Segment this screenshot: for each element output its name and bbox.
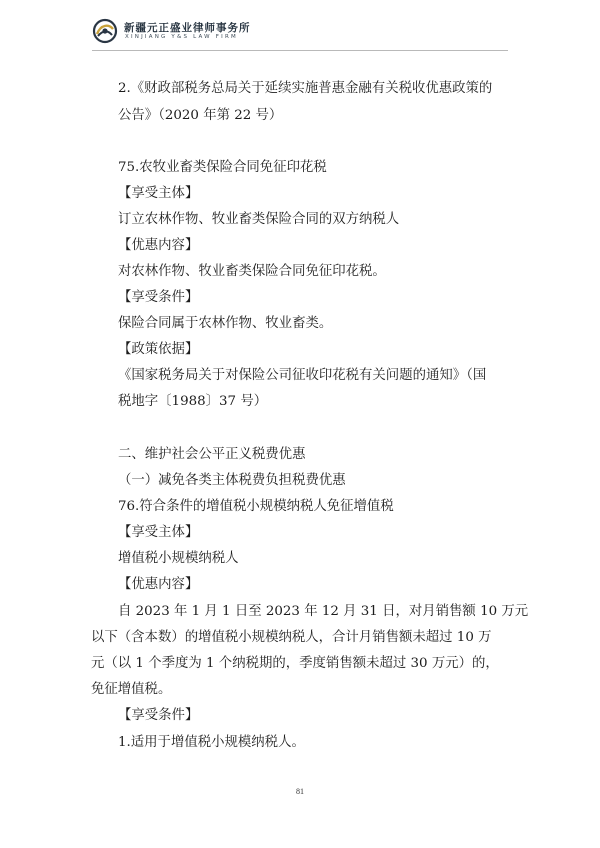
subsection-heading: （一）减免各类主体税费负担税费优惠 [118,473,346,488]
policy-reference-title: 2.《财政部税务总局关于延续实施普惠金融有关税收优惠政策的 [118,81,493,96]
section-label-beneficiary: 【享受主体】 [118,186,199,201]
beneficiary-text: 订立农林作物、牧业畜类保险合同的双方纳税人 [118,212,400,227]
section-label-benefit: 【优惠内容】 [118,238,199,253]
section-label-conditions: 【享受条件】 [118,290,199,305]
basis-text-line-2: 税地字〔1988〕37 号） [118,394,268,409]
benefit-text-line-2: 以下（含本数）的增值税小规模纳税人，合计月销售额未超过 10 万 [91,630,492,645]
firm-name-cn: 新疆元正盛业律师事务所 [124,22,251,34]
page-number: 81 [296,787,304,796]
conditions-text: 1.适用于增值税小规模纳税人。 [118,735,305,750]
section-label-conditions: 【享受条件】 [118,708,199,723]
header-divider [92,50,508,51]
item-75-heading: 75.农牧业畜类保险合同免征印花税 [118,160,327,175]
law-firm-logo-icon [92,18,118,44]
section-label-beneficiary: 【享受主体】 [118,525,199,540]
benefit-text-line-4: 免征增值税。 [91,682,172,697]
beneficiary-text: 增值税小规模纳税人 [118,551,239,566]
firm-name-en: XINJIANG Y&S LAW FIRM [125,34,238,40]
item-76-heading: 76.符合条件的增值税小规模纳税人免征增值税 [118,499,394,514]
benefit-text-line-1: 自 2023 年 1 月 1 日至 2023 年 12 月 31 日，对月销售额 10 万元 [118,604,529,619]
benefit-text: 对农林作物、牧业畜类保险合同免征印花税。 [118,264,386,279]
basis-text-line-1: 《国家税务局关于对保险公司征收印花税有关问题的通知》（国 [118,368,487,383]
policy-reference-number: 公告》（2020 年第 22 号） [118,108,283,123]
conditions-text: 保险合同属于农林作物、牧业畜类。 [118,316,333,331]
section-label-basis: 【政策依据】 [118,342,199,357]
section-label-benefit: 【优惠内容】 [118,577,199,592]
benefit-text-line-3: 元（以 1 个季度为 1 个纳税期的，季度销售额未超过 30 万元）的， [91,656,499,671]
page-header [92,18,512,52]
chapter-heading: 二、维护社会公平正义税费优惠 [118,447,306,462]
